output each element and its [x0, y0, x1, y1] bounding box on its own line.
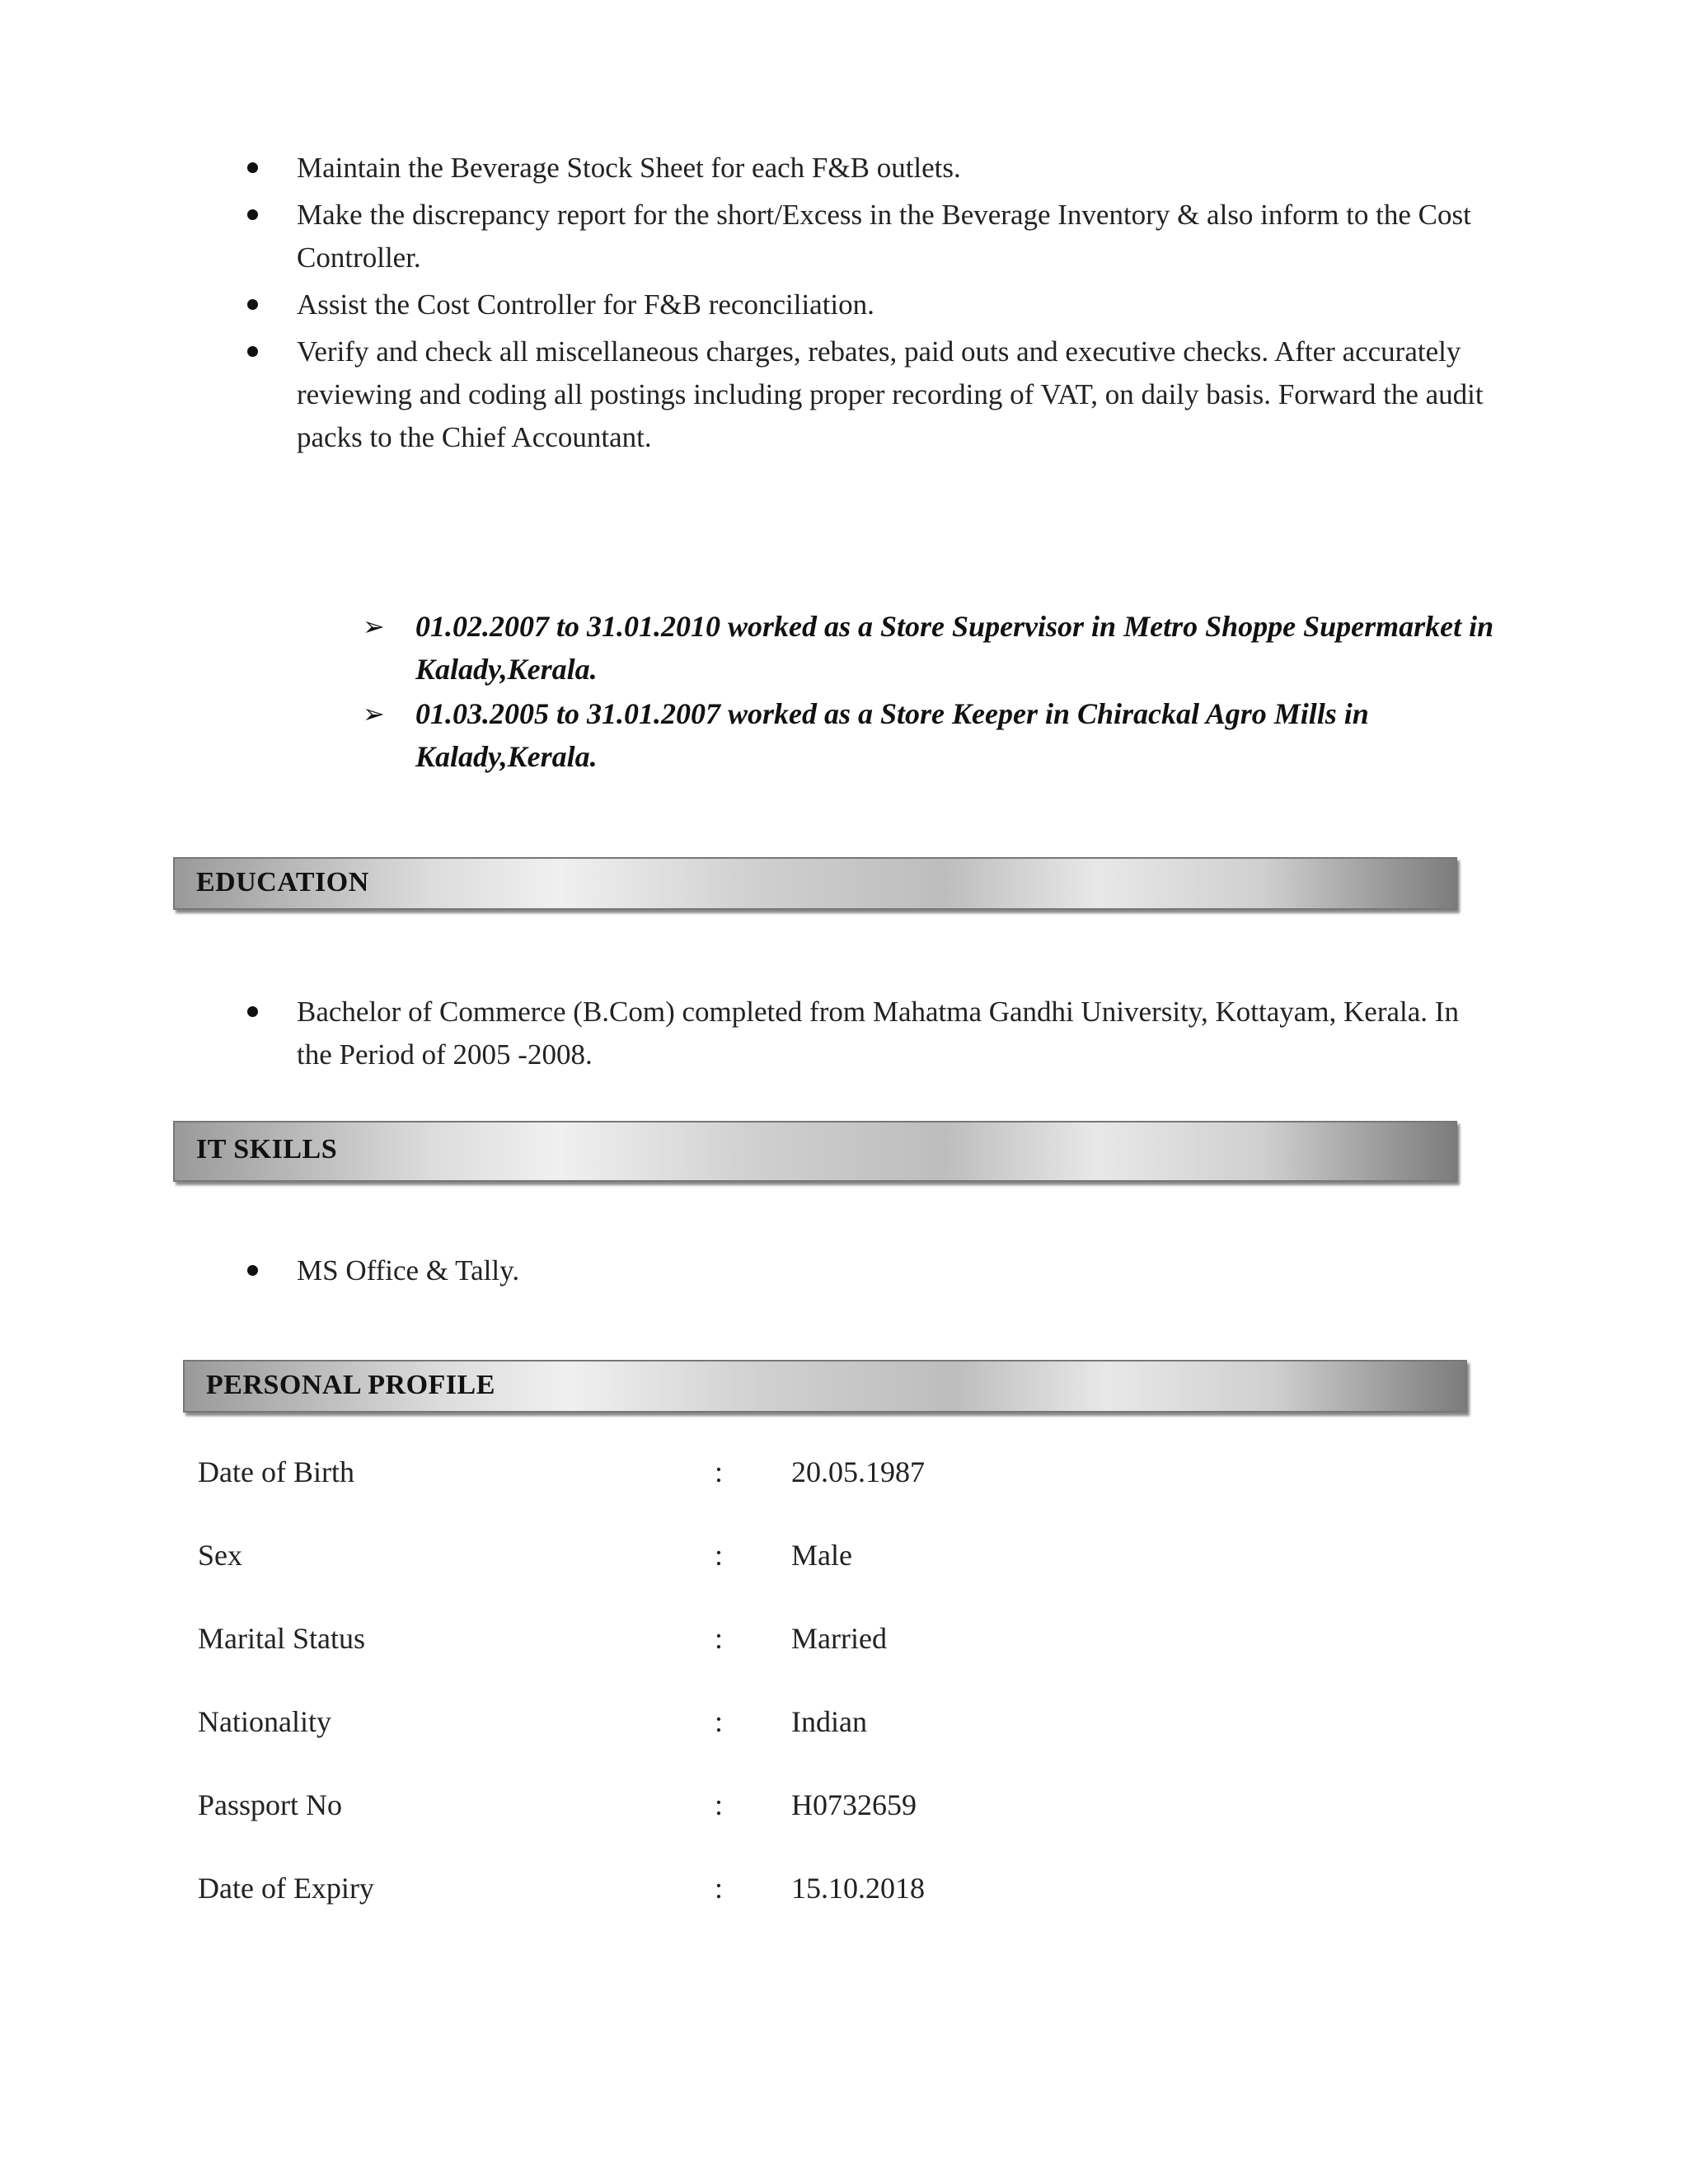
profile-row: Marital Status : Married [198, 1622, 887, 1655]
list-item: ➢ 01.02.2007 to 31.01.2010 worked as a Store Supervisor in Metro Shoppe Supermarket in Kalady,Kerala. [363, 605, 1500, 691]
profile-row: Sex : Male [198, 1539, 852, 1572]
bullet-icon [247, 162, 258, 173]
it-skills-list [247, 1249, 1484, 1296]
list-item: Maintain the Beverage Stock Sheet for each F&B outlets. [247, 147, 1484, 190]
personal-profile-header: PERSONAL PROFILE [183, 1360, 1467, 1413]
profile-row: Nationality : Indian [198, 1705, 867, 1738]
arrow-bullet-icon: ➢ [363, 698, 385, 729]
education-list [247, 991, 1484, 1080]
personal-profile-table [198, 1455, 1434, 1954]
bullet-icon [247, 299, 258, 310]
list-item: Bachelor of Commerce (B.Com) completed from Mahatma Gandhi University, Kottayam, Kerala. In the Period of 2005 -2008. [247, 991, 1484, 1076]
it-skills-header: IT SKILLS [173, 1121, 1457, 1182]
profile-row: Date of Expiry : 15.10.2018 [198, 1872, 925, 1905]
list-item: Verify and check all miscellaneous charges, rebates, paid outs and executive checks. After accurately reviewing and coding all postings including proper recording of VAT, on daily basis. Forward the audit packs to the Chief Accountant. [247, 330, 1484, 459]
bullet-icon [247, 1006, 258, 1017]
list-item: Assist the Cost Controller for F&B reconciliation. [247, 284, 1484, 326]
bullet-icon [247, 346, 258, 357]
profile-row: Date of Birth : 20.05.1987 [198, 1455, 925, 1488]
duties-list [247, 147, 1484, 463]
experience-list [363, 605, 1500, 780]
list-item: MS Office & Tally. [247, 1249, 1484, 1292]
list-item: ➢ 01.03.2005 to 31.01.2007 worked as a Store Keeper in Chirackal Agro Mills in Kalady,Kerala. [363, 692, 1500, 778]
arrow-bullet-icon: ➢ [363, 611, 385, 642]
list-item: Make the discrepancy report for the short/Excess in the Beverage Inventory & also inform to the Cost Controller. [247, 194, 1484, 279]
profile-row: Passport No : H0732659 [198, 1788, 917, 1821]
education-header: EDUCATION [173, 857, 1457, 910]
bullet-icon [247, 209, 258, 220]
bullet-icon [247, 1265, 258, 1276]
